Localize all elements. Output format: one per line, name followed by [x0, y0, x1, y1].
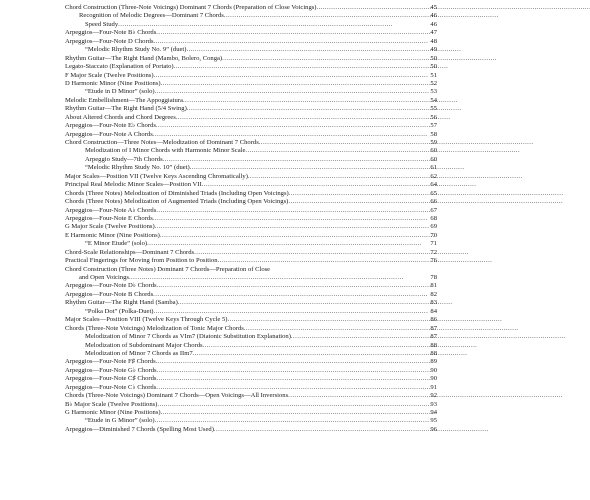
- toc-entry-page-number: 83: [430, 299, 437, 307]
- toc-entry-title: “Etude in G Minor” (solo): [85, 417, 155, 425]
- dot-leader: [317, 4, 427, 12]
- toc-entry-page-number: 91: [430, 383, 437, 391]
- toc-entry-page-number: 62: [430, 172, 437, 180]
- dot-leader: [245, 147, 427, 155]
- dot-leader: [203, 342, 427, 350]
- dot-leader: [157, 367, 427, 375]
- toc-entry-page-number: 45: [430, 4, 437, 11]
- dot-leader: [288, 198, 427, 206]
- toc-entry: [65, 367, 437, 375]
- dot-leader: [244, 325, 427, 333]
- toc-entry-title: Rhythm Guitar—The Right Hand (Samba): [65, 299, 178, 307]
- toc-entry-title: Arpeggios—Four-Note F♯ Chords: [65, 358, 156, 366]
- toc-entry-title: Recognition of Melodic Degrees—Dominant 7 Chords: [79, 12, 224, 20]
- toc-entry-title: Major Scales—Position VIII (Twelve Keys Through Cycle 5): [65, 316, 228, 324]
- dot-leader: [156, 29, 427, 37]
- toc-entry-page-number: 96: [430, 425, 437, 433]
- toc-entry-page-number: 64: [430, 181, 437, 189]
- toc-entry-title: Chords (Three Notes) Melodization of Augmented Triads (Including Open Voicings): [65, 198, 289, 206]
- toc-entry-page-number: 72: [430, 248, 437, 256]
- toc-entry: [65, 215, 437, 223]
- dot-leader: [163, 156, 427, 164]
- toc-entry-title: Legato-Staccato (Explanation of Portato): [65, 63, 174, 71]
- toc-entry-title: Arpeggios—Four-Note D Chords: [65, 37, 154, 45]
- dot-leader: [176, 114, 427, 122]
- dot-leader: [186, 46, 427, 54]
- toc-entry: [65, 72, 437, 80]
- dot-leader: [147, 240, 427, 248]
- toc-entry: [65, 257, 437, 265]
- toc-entry: [65, 80, 437, 88]
- toc-entry-title: Arpeggios—Four-Note C♯ Chords: [65, 375, 157, 383]
- dot-leader: [157, 282, 427, 290]
- toc-entry-page-number: 87: [430, 324, 437, 332]
- dot-leader: [154, 38, 427, 46]
- toc-entry: [65, 63, 437, 71]
- toc-entry-page-number: 56: [430, 113, 437, 121]
- toc-entry: [65, 291, 437, 299]
- toc-entry-page-number: 88: [430, 341, 437, 349]
- toc-entry: [65, 308, 437, 316]
- toc-entry-page-number: 48: [430, 37, 437, 45]
- toc-entry: [65, 55, 437, 63]
- toc-entry: [65, 409, 437, 417]
- toc-entry: [65, 164, 437, 172]
- toc-entry: [65, 29, 437, 37]
- toc-entry-page-number: 81: [430, 282, 437, 290]
- dot-leader: [156, 358, 427, 366]
- toc-entry-page-number: 58: [430, 130, 437, 138]
- dot-leader: [155, 88, 427, 96]
- toc-entry: [65, 198, 437, 206]
- dot-leader: [174, 63, 427, 71]
- toc-entry: [65, 282, 437, 290]
- toc-entry: [65, 97, 437, 105]
- toc-entry-title: Melodization of Minor 7 Chords as IIm7: [85, 349, 193, 357]
- toc-entry-page-number: 61: [430, 164, 437, 172]
- toc-entry: [65, 417, 437, 425]
- toc-entry: [65, 392, 437, 400]
- toc-entry-title: B♭ Major Scale (Twelve Positions): [65, 400, 158, 408]
- toc-entry-title: Arpeggios—Four-Note B Chords: [65, 290, 154, 298]
- dot-leader: [154, 72, 427, 80]
- dot-leader: [155, 417, 427, 425]
- toc-entry-title: Arpeggios—Diminished 7 Chords (Spelling Most Used): [65, 425, 214, 433]
- dot-leader: [190, 164, 427, 172]
- toc-entry-page-number: 47: [430, 29, 437, 37]
- dot-leader: [118, 21, 427, 29]
- toc-entry-title: Arpeggio Study—7th Chords: [85, 155, 163, 163]
- toc-entry: [65, 105, 437, 113]
- toc-entry-title: Chord Construction (Three-Note Voicings) Dominant 7 Chords (Preparation of Close Voicings): [65, 4, 317, 11]
- toc-entry-page-number: 69: [430, 223, 437, 231]
- toc-entry-title: F Major Scale (Twelve Positions): [65, 71, 154, 79]
- toc-entry: [65, 325, 437, 333]
- toc-entry: [65, 46, 437, 54]
- toc-entry-title: Melodization of Minor 7 Chords as VIm7 (Diatonic Substitution Explanation): [85, 333, 291, 341]
- toc-entry-title: “Melodic Rhythm Study No. 10” (duet): [85, 164, 190, 172]
- dot-leader: [156, 207, 427, 215]
- toc-entry-page-number: 88: [430, 349, 437, 357]
- toc-entry: [65, 240, 437, 248]
- toc-entry-page-number: 52: [430, 79, 437, 87]
- toc-entry-title: Chord Construction—Three Notes—Melodization of Dominant 7 Chords: [65, 139, 259, 146]
- toc-entry-page-number: 53: [430, 88, 437, 96]
- toc-entry: [65, 316, 437, 324]
- toc-entry-title: Melodization of Subdominant Major Chords: [85, 341, 203, 349]
- toc-entry-title: “Etude in D Minor” (solo): [85, 88, 155, 96]
- toc-entry: [65, 173, 437, 181]
- toc-entry-title: Arpeggios—Four-Note G♭ Chords: [65, 366, 157, 374]
- toc-entry-page-number: 92: [430, 392, 437, 400]
- toc-entry-page-number: 89: [430, 358, 437, 366]
- toc-entry-title: Arpeggios—Four-Note A♭ Chords: [65, 206, 157, 214]
- dot-leader: [259, 139, 427, 147]
- toc-entry-title: About Altered Chords and Chord Degrees: [65, 113, 176, 121]
- dot-leader: [178, 299, 427, 307]
- toc-entry-title: Chords (Three-Note Voicings) Dominant 7 Chords—Open Voicings—All Inversions: [65, 392, 289, 400]
- toc-entry-title: Major Scales—Position VII (Twelve Keys Ascending Chromatically): [65, 172, 248, 180]
- toc-entry-page-number: 86: [430, 316, 437, 324]
- toc-entry-page-number: 46: [430, 20, 437, 28]
- toc-entry-title: Melodization of I Minor Chords with Harmonic Minor Scale: [85, 147, 246, 155]
- toc-entry-title: Speed Study: [85, 20, 119, 28]
- toc-entry: [65, 190, 437, 198]
- dot-leader: [156, 384, 427, 392]
- toc-entry: [65, 207, 437, 215]
- toc-entry: [65, 21, 437, 29]
- dot-leader: [156, 375, 427, 383]
- toc-entry-page-number: 59: [430, 139, 437, 146]
- toc-entry-title: Rhythm Guitar—The Right Hand (5/4 Swing): [65, 105, 187, 113]
- dot-leader: [289, 190, 427, 198]
- dot-leader: [291, 333, 427, 341]
- toc-entry: [65, 38, 437, 46]
- toc-entry: [65, 12, 437, 20]
- toc-entry-title: Chords (Three-Note Voicings) Melodization of Tonic Major Chords: [65, 324, 244, 332]
- dot-leader: [129, 274, 427, 282]
- toc-entry-title: and Open Voicings: [79, 274, 129, 281]
- toc-entry-title: Chord-Scale Relationships—Dominant 7 Chords: [65, 248, 195, 256]
- toc-entry: [65, 181, 437, 189]
- dot-leader: [187, 105, 427, 113]
- toc-entry-title: G Major Scale (Twelve Positions): [65, 223, 155, 231]
- toc-entry-page-number: 68: [430, 214, 437, 222]
- toc-entry: [65, 223, 437, 231]
- dot-leader: [155, 223, 427, 231]
- toc-entry-page-number: 55: [430, 105, 437, 113]
- dot-leader: [183, 97, 427, 105]
- dot-leader: [202, 181, 427, 189]
- dot-leader: [153, 308, 427, 316]
- toc-entry-title: D Harmonic Minor (Nine Positions): [65, 79, 161, 87]
- dot-leader: [214, 426, 427, 434]
- dot-leader: [288, 392, 427, 400]
- toc-entry-title: Arpeggios—Four-Note B♭ Chords: [65, 29, 157, 37]
- toc-entry: [65, 147, 437, 155]
- toc-entry-title: Principal Real Melodic Minor Scales—Position VII: [65, 181, 202, 189]
- dot-leader: [222, 55, 427, 63]
- toc-entry-page-number: 87: [430, 333, 437, 341]
- dot-leader: [224, 12, 427, 20]
- dot-leader: [248, 173, 427, 181]
- dot-leader: [153, 291, 427, 299]
- toc-entry-page-number: 60: [430, 147, 437, 155]
- toc-entry: [65, 4, 437, 12]
- toc-entry-page-number: 84: [430, 307, 437, 315]
- toc-entry: [65, 139, 437, 147]
- toc-entry-title: G Harmonic Minor (Nine Positions): [65, 409, 161, 416]
- toc-entry-title: Chords (Three Notes) Melodization of Diminished Triads (Including Open Voicings): [65, 189, 289, 197]
- dot-leader: [161, 80, 427, 88]
- toc-entry: [65, 122, 437, 130]
- toc-entry-title: “E Minor Etude” (solo): [85, 240, 148, 248]
- dot-leader: [193, 350, 427, 358]
- toc-entry-page-number: 76: [430, 257, 437, 265]
- toc-entry-page-number: 95: [430, 417, 437, 425]
- toc-entry-page-number: 90: [430, 375, 437, 383]
- dot-leader: [227, 316, 427, 324]
- toc-entry-page-number: 70: [430, 231, 437, 239]
- dot-leader: [194, 249, 427, 257]
- dot-leader: [157, 401, 427, 409]
- toc-entry: [65, 232, 437, 240]
- toc-entry-title: Arpeggios—Four-Note C♭ Chords: [65, 383, 157, 391]
- toc-entry: [65, 426, 437, 434]
- toc-entry-page-number: 51: [430, 71, 437, 79]
- toc-entry-title: “Melodic Rhythm Study No. 9” (duet): [85, 46, 187, 54]
- toc-entry-page-number: 60: [430, 155, 437, 163]
- toc-entry: [65, 249, 437, 257]
- toc-entry-title: Rhythm Guitar—The Right Hand (Mambo, Bolero, Conga): [65, 54, 223, 62]
- toc-entry: [65, 342, 437, 350]
- dot-leader: [218, 257, 427, 265]
- dot-leader: [161, 409, 427, 417]
- toc-entry-title: Arpeggios—Four-Note E Chords: [65, 214, 153, 222]
- toc-entry: [65, 266, 437, 274]
- toc-entry-page-number: 65: [430, 189, 437, 197]
- toc-entry-page-number: 90: [430, 366, 437, 374]
- toc-entry-page-number: 93: [430, 400, 437, 408]
- toc-entry-title: Chord Construction (Three Notes) Dominant 7 Chords—Preparation of Close: [65, 265, 271, 273]
- toc-entry-page-number: 50: [430, 63, 437, 71]
- dot-leader: [153, 215, 427, 223]
- dot-leader: [156, 122, 427, 130]
- toc-entry-page-number: 50: [430, 54, 437, 62]
- toc-entry-page-number: 67: [430, 206, 437, 214]
- toc-entry-page-number: 71: [430, 240, 437, 248]
- toc-entry-title: Melodic Embellishment—The Appoggiatura: [65, 96, 183, 104]
- toc-entry-title: “Polka Dot” (Polka-Duet): [85, 307, 154, 315]
- toc-entry-page-number: 78: [430, 274, 437, 281]
- toc-entry: [65, 401, 437, 409]
- toc-entry-page-number: 94: [430, 409, 437, 416]
- toc-entry: [65, 156, 437, 164]
- toc-entry: [65, 299, 437, 307]
- toc-entry: [65, 384, 437, 392]
- toc-entry: [65, 114, 437, 122]
- dot-leader: [153, 131, 427, 139]
- toc-entry-title: Arpeggios—Four-Note D♭ Chords: [65, 282, 157, 290]
- toc-entry: [65, 350, 437, 358]
- toc-entry-title: Arpeggios—Four-Note E♭ Chords: [65, 122, 156, 130]
- toc-entry: [65, 131, 437, 139]
- toc-entry: [65, 274, 437, 282]
- toc-entry-title: Arpeggios—Four-Note A Chords: [65, 130, 153, 138]
- dot-leader: [160, 232, 427, 240]
- toc-entry: [65, 88, 437, 96]
- toc-entry: [65, 375, 437, 383]
- toc-entry-page-number: 46: [430, 12, 437, 20]
- toc-entry: [65, 358, 437, 366]
- toc-entry-page-number: 82: [430, 290, 437, 298]
- table-of-contents: [65, 4, 437, 434]
- toc-entry-page-number: 54: [430, 96, 437, 104]
- toc-entry-page-number: 49: [430, 46, 437, 54]
- toc-entry-page-number: 66: [430, 198, 437, 206]
- toc-entry-page-number: 57: [430, 122, 437, 130]
- toc-entry-title: Practical Fingerings for Moving from Position to Position: [65, 257, 218, 265]
- toc-entry-title: E Harmonic Minor (Nine Positions): [65, 231, 160, 239]
- toc-entry: [65, 333, 437, 341]
